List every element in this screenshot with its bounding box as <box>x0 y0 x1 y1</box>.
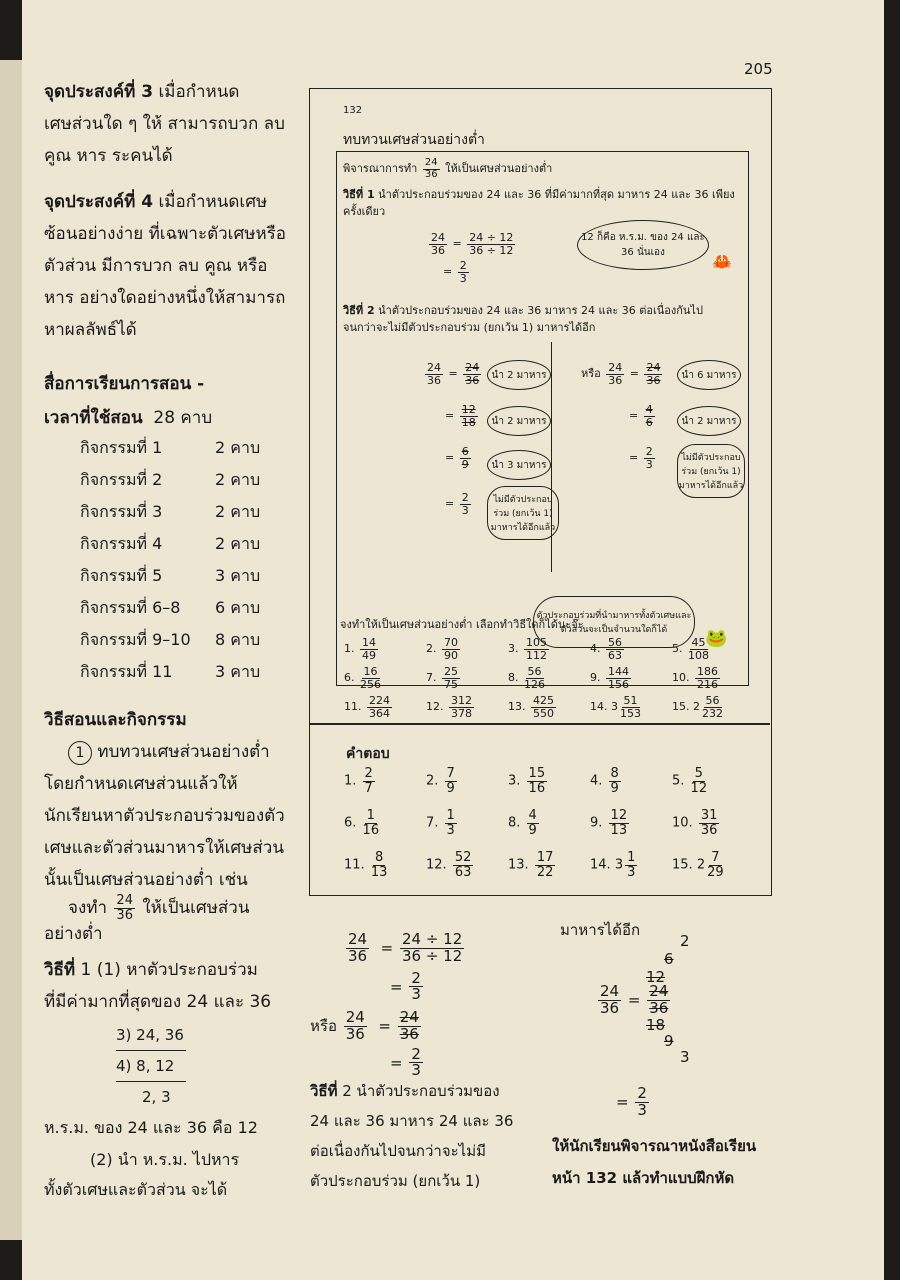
bubble-divide-2: นำ 2 มาหาร <box>487 406 551 436</box>
exercise-item: 7. $\frac{25}{75}$ <box>426 665 458 691</box>
exercise-item: 9. $\frac{144}{156}$ <box>590 665 629 691</box>
activity-name: กิจกรรมที่ 5 <box>80 566 163 585</box>
objective-4: จุดประสงค์ที่ 4 เมื่อกำหนดเศษซ้อนอย่างง่าย ที่เฉพาะตัวเศษหรือตัวส่วน มีการบวก ลบ คูณ หรือหาร อย่างใดอย่างหนึ่งให้สามารถหาผลลัพธ์ได้ <box>44 192 287 340</box>
textbook-excerpt <box>309 88 772 896</box>
frog-icon: 🐸 <box>705 628 728 649</box>
step-2: (2) นำ ห.ร.ม. ไปหาร <box>90 1150 240 1169</box>
activity-row <box>80 532 261 557</box>
step-1: 1 ทบทวนเศษส่วนอย่างต่ำ โดยกำหนดเศษส่วนแล้วให้นักเรียนหาตัวประกอบร่วมของตัวเศษและตัวส่วนมาหารให้เศษส่วนนั้นเป็นเศษส่วนอย่างต่ำ เช่น <box>44 742 285 890</box>
column-divider <box>551 342 552 572</box>
answer-item: 15. 2 $\frac{7}{29}$ <box>672 850 724 880</box>
bubble-divide-6: นำ 6 มาหาร <box>677 360 741 390</box>
worked-example-box <box>336 151 749 686</box>
method-1-calc: $\frac{24}{36}$ = $\frac{24 \div 12}{36 \div 12}$ = $\frac{2}{3}$ <box>348 930 463 1004</box>
cascade-division: 2 6 12 $\frac{24}{36}$ = $\frac{24}{36}$ 18 9 3 <box>600 932 690 1066</box>
activity-name: กิจกรรมที่ 1 <box>80 438 163 457</box>
activity-row <box>80 500 261 525</box>
exercise-item: 10. $\frac{186}{216}$ <box>672 665 718 691</box>
answer-item: 12. $\frac{52}{63}$ <box>426 850 472 880</box>
answer-item: 5. $\frac{5}{12}$ <box>672 766 708 796</box>
way-2-left-ladder: $\frac{24}{36}$ = $\frac{24}{36}$ = $\frac{12}{18}$ = $\frac{6}{9}$ = $\frac{2}{3}$ <box>427 361 480 517</box>
division-ladder <box>116 1020 186 1112</box>
method-2-calc: หรือ $\frac{24}{36}$ = $\frac{24}{36}$ = $\frac{2}{3}$ <box>310 1008 421 1080</box>
answer-item: 13. $\frac{17}{22}$ <box>508 850 554 880</box>
speech-bubble-hcf: 12 ก็คือ ห.ร.ม. ของ 24 และ 36 นั่นเอง <box>577 220 709 270</box>
activity-hours: 3 คาบ <box>215 566 261 585</box>
activity-name: กิจกรรมที่ 6–8 <box>80 598 181 617</box>
exercise-item: 14. 3 $\frac{51}{153}$ <box>590 694 641 720</box>
bubble-any-common-factor: ตัวประกอบร่วมที่นำมาหารทั้งตัวเศษและตัวส่วนจะเป็นจำนวนใดก็ได้ <box>533 596 695 648</box>
book-page <box>22 0 884 1280</box>
method-heading: วิธีสอนและกิจกรรม <box>44 710 187 730</box>
exercise-item: 2. $\frac{70}{90}$ <box>426 636 458 662</box>
previous-page-edge <box>0 60 22 1240</box>
activity-name: กิจกรรมที่ 3 <box>80 502 163 521</box>
answer-item: 1. $\frac{2}{7}$ <box>344 766 373 796</box>
activity-row <box>80 564 261 589</box>
hcf-statement: ห.ร.ม. ของ 24 และ 36 คือ 12 <box>44 1118 258 1137</box>
crab-icon: 🦀 <box>712 252 732 271</box>
page-number: 205 <box>744 60 773 78</box>
activity-name: กิจกรรมที่ 2 <box>80 470 163 489</box>
answer-item: 11. $\frac{8}{13}$ <box>344 850 388 880</box>
answer-item: 3. $\frac{15}{16}$ <box>508 766 546 796</box>
activity-hours: 2 คาบ <box>215 502 261 521</box>
answer-item: 8. $\frac{4}{9}$ <box>508 808 537 838</box>
activity-name: กิจกรรมที่ 9–10 <box>80 630 191 649</box>
answer-item: 6. $\frac{1}{16}$ <box>344 808 380 838</box>
excerpt-title: ทบทวนเศษส่วนอย่างต่ำ <box>343 132 485 148</box>
answer-item: 14. 3 $\frac{1}{3}$ <box>590 850 636 880</box>
way-1-calc: $\frac{24}{36}$ = $\frac{24 \div 12}{36 \div 12}$ = $\frac{2}{3}$ <box>431 231 514 285</box>
exercise-item: 6. $\frac{16}{256}$ <box>344 665 381 691</box>
method-2: วิธีที่ 2 นำตัวประกอบร่วมของ 24 และ 36 มาหาร 24 และ 36 ต่อเนื่องกันไปจนกว่าจะไม่มี ตัวประกอบร่วม (ยกเว้น 1) <box>310 1082 514 1190</box>
excerpt-page-number: 132 <box>343 105 363 116</box>
answers-title: คำตอบ <box>346 746 390 762</box>
way-2: วิธีที่ 2 นำตัวประกอบร่วมของ 24 และ 36 มาหาร 24 และ 36 ต่อเนื่องกันไป จนกว่าจะไม่มีตัวประกอบร่วม (ยกเว้น 1) มาหารได้อีก <box>343 304 703 334</box>
exercise-item: 4. $\frac{56}{63}$ <box>590 636 622 662</box>
activity-hours: 2 คาบ <box>215 534 261 553</box>
way-2-right-ladder: หรือ $\frac{24}{36}$ = $\frac{24}{36}$ = $\frac{4}{6}$ = $\frac{2}{3}$ <box>581 361 661 471</box>
bubble-divide-2: นำ 2 มาหาร <box>487 360 551 390</box>
materials-heading: สื่อการเรียนการสอน - <box>44 374 205 394</box>
task-fraction: $\frac{24}{36}$ <box>116 892 133 923</box>
exercise-item: 15. 2 $\frac{56}{232}$ <box>672 694 723 720</box>
division-result: 2, 3 <box>142 1088 171 1106</box>
exercise-item: 5. $\frac{45}{108}$ <box>672 636 709 662</box>
bubble-no-common-factor: ไม่มีตัวประกอบร่วม (ยกเว้น 1) มาหารได้อีกแล้ว <box>677 444 745 498</box>
activity-row <box>80 468 261 493</box>
exercise-item: 3. $\frac{105}{112}$ <box>508 636 547 662</box>
time-line: เวลาที่ใช้สอน 28 คาบ <box>44 408 213 428</box>
activity-hours: 8 คาบ <box>215 630 261 649</box>
exercise-item: 12. $\frac{312}{378}$ <box>426 694 472 720</box>
answer-item: 10. $\frac{31}{36}$ <box>672 808 718 838</box>
exercise-item: 13. $\frac{425}{550}$ <box>508 694 554 720</box>
activity-row <box>80 596 261 621</box>
activity-name: กิจกรรมที่ 11 <box>80 662 173 681</box>
bubble-no-common-factor: ไม่มีตัวประกอบร่วม (ยกเว้น 1) มาหารได้อีกแล้ว <box>487 486 559 540</box>
answer-item: 2. $\frac{7}{9}$ <box>426 766 455 796</box>
step-1-number: 1 <box>68 741 92 765</box>
step-2-line-2: ทั้งตัวเศษและตัวส่วน จะได้ <box>44 1180 228 1199</box>
method-1-line-2: ที่มีค่ามากที่สุดของ 24 และ 36 <box>44 992 272 1012</box>
activity-row <box>80 660 261 685</box>
activity-hours: 2 คาบ <box>215 470 261 489</box>
activity-row <box>80 436 261 461</box>
exercise-item: 1. $\frac{14}{49}$ <box>344 636 376 662</box>
method-1: วิธีที่ 1 (1) หาตัวประกอบร่วม <box>44 960 258 980</box>
activity-hours: 3 คาบ <box>215 662 261 681</box>
exercise-title: จงทำให้เป็นเศษส่วนอย่างต่ำ เลือกทำวิธีใดก็ได้นะจ๊ะ <box>340 618 584 631</box>
cascade-result: = $\frac{2}{3}$ <box>616 1084 647 1119</box>
answers-divider <box>310 723 770 725</box>
objective-3: จุดประสงค์ที่ 3 เมื่อกำหนดเศษส่วนใด ๆ ให้ สามารถบวก ลบ คูณ หาร ระคนได้ <box>44 82 285 166</box>
task-line-2: อย่างต่ำ <box>44 924 103 944</box>
bubble-divide-3: นำ 3 มาหาร <box>487 450 551 480</box>
can-divide-label: มาหารได้อีก <box>560 921 641 939</box>
way-1: วิธีที่ 1 นำตัวประกอบร่วมของ 24 และ 36 ที่มีค่ามากที่สุด มาหาร 24 และ 36 เพียงครั้งเดียว <box>343 188 735 218</box>
activity-hours: 6 คาบ <box>215 598 261 617</box>
answer-item: 9. $\frac{12}{13}$ <box>590 808 628 838</box>
closing-instruction: ให้นักเรียนพิจารณาหนังสือเรียน หน้า 132 แล้วทำแบบฝึกหัด <box>552 1137 757 1187</box>
division-row: 3) 24, 36 <box>116 1020 186 1051</box>
exercise-item: 11. $\frac{224}{364}$ <box>344 694 390 720</box>
activity-hours: 2 คาบ <box>215 438 261 457</box>
answer-item: 7. $\frac{1}{3}$ <box>426 808 455 838</box>
bubble-divide-2: นำ 2 มาหาร <box>677 406 741 436</box>
activity-row <box>80 628 261 653</box>
division-row: 4) 8, 12 <box>116 1051 186 1082</box>
activity-name: กิจกรรมที่ 4 <box>80 534 163 553</box>
exercise-item: 8. $\frac{56}{126}$ <box>508 665 545 691</box>
answer-item: 4. $\frac{8}{9}$ <box>590 766 619 796</box>
task-line: จงทำ $\frac{24}{36}$ ให้เป็นเศษส่วน <box>68 892 250 923</box>
consider-line: พิจารณาการทำ $\frac{24}{36}$ ให้เป็นเศษส่วนอย่างต่ำ <box>343 157 553 180</box>
